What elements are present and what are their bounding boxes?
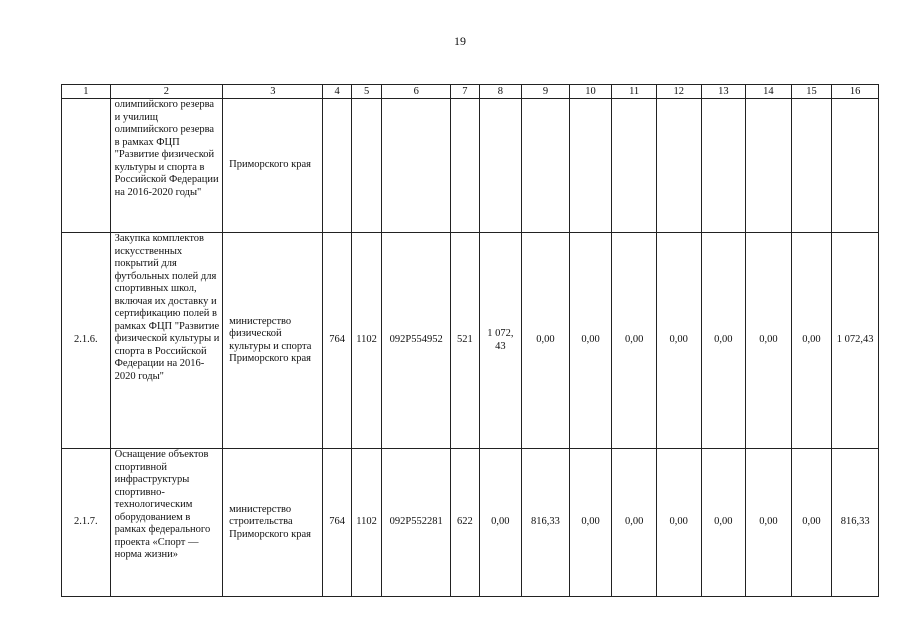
table-cell: 0,00 (479, 449, 522, 597)
column-header: 8 (479, 85, 522, 99)
table-cell (522, 99, 570, 233)
table-cell: 816,33 (832, 449, 879, 597)
table-cell: 0,00 (701, 233, 746, 449)
table-cell: 0,00 (569, 449, 612, 597)
table-cell: 0,00 (612, 449, 657, 597)
measure-name-cell: Закупка комплектов искусственных покрытий для футбольных полей для спортивных школ, включая их доставку и сертификацию полей в рамках ФЦП "Развитие физической культуры и спорта в Российской Федерации на 2016-2020 годы" (110, 233, 223, 449)
table-cell (382, 99, 451, 233)
executor-cell: министерство строительства Приморского края (223, 449, 323, 597)
table-header-row (62, 85, 879, 99)
column-header: 15 (791, 85, 832, 99)
table-cell: 092P552281 (382, 449, 451, 597)
table-cell (746, 99, 792, 233)
table-cell: 622 (451, 449, 479, 597)
table-cell (656, 99, 701, 233)
column-header: 5 (351, 85, 381, 99)
table-cell: 764 (323, 233, 351, 449)
row-number-cell: 2.1.7. (62, 449, 111, 597)
table-cell: 0,00 (746, 233, 792, 449)
table-cell: 1102 (351, 233, 381, 449)
executor-cell: министерство физической культуры и спорта Приморского края (223, 233, 323, 449)
row-number-cell (62, 99, 111, 233)
executor-cell: Приморского края (223, 99, 323, 233)
column-header: 3 (223, 85, 323, 99)
table-cell: 0,00 (612, 233, 657, 449)
table-cell (323, 99, 351, 233)
table-cell: 816,33 (522, 449, 570, 597)
table-cell: 092P554952 (382, 233, 451, 449)
table-cell (832, 99, 879, 233)
measure-name-cell: олимпийского резерва и училищ олимпийского резерва в рамках ФЦП "Развитие физической культуры и спорта в Российской Федерации на 2016-2020 годы" (110, 99, 223, 233)
table-cell: 0,00 (656, 449, 701, 597)
table-cell: 1 072,43 (479, 233, 522, 449)
table-cell: 1 072,43 (832, 233, 879, 449)
budget-table (61, 84, 879, 597)
table-cell: 0,00 (791, 233, 832, 449)
table-cell (791, 99, 832, 233)
column-header: 16 (832, 85, 879, 99)
table-cell (479, 99, 522, 233)
table-cell: 0,00 (522, 233, 570, 449)
table-row (62, 233, 879, 449)
table-cell (451, 99, 479, 233)
table-cell (701, 99, 746, 233)
column-header: 14 (746, 85, 792, 99)
column-header: 13 (701, 85, 746, 99)
column-header: 9 (522, 85, 570, 99)
column-header: 10 (569, 85, 612, 99)
row-number-cell: 2.1.6. (62, 233, 111, 449)
column-header: 7 (451, 85, 479, 99)
table-cell: 764 (323, 449, 351, 597)
page-number: 19 (454, 34, 466, 48)
column-header: 12 (656, 85, 701, 99)
column-header: 4 (323, 85, 351, 99)
table-cell: 1102 (351, 449, 381, 597)
table-row (62, 99, 879, 233)
table-cell: 0,00 (701, 449, 746, 597)
measure-name-cell: Оснащение объектов спортивной инфраструктуры спортивно-технологическим оборудованием в рамках федерального проекта «Спорт — норма жизни» (110, 449, 223, 597)
table-cell: 0,00 (791, 449, 832, 597)
table-cell (351, 99, 381, 233)
table-cell (569, 99, 612, 233)
table-cell: 0,00 (569, 233, 612, 449)
table-row (62, 449, 879, 597)
column-header: 6 (382, 85, 451, 99)
table-cell: 521 (451, 233, 479, 449)
column-header: 1 (62, 85, 111, 99)
column-header: 2 (110, 85, 223, 99)
table-cell: 0,00 (656, 233, 701, 449)
column-header: 11 (612, 85, 657, 99)
table-cell (612, 99, 657, 233)
table-cell: 0,00 (746, 449, 792, 597)
